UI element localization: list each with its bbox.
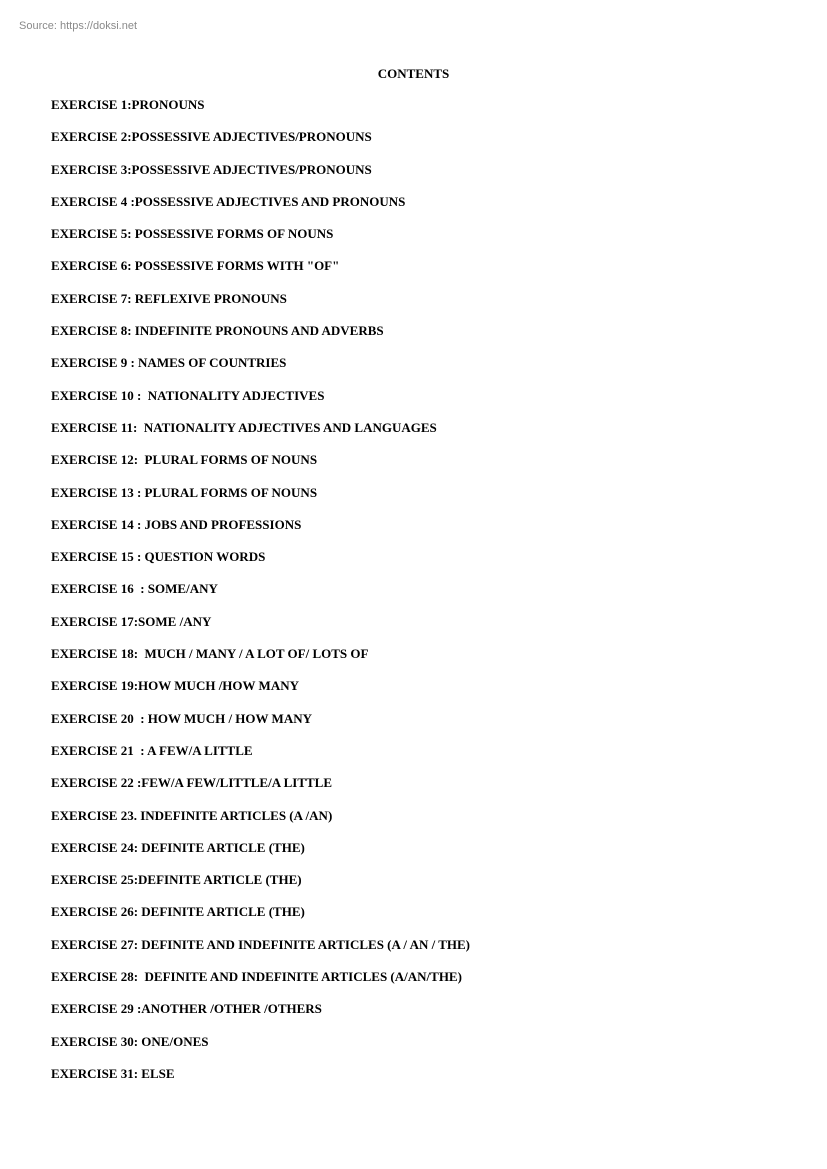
toc-entry[interactable]: EXERCISE 28: DEFINITE AND INDEFINITE ARTICLES (A/AN/THE) — [51, 969, 462, 985]
toc-entry[interactable]: EXERCISE 30: ONE/ONES — [51, 1033, 209, 1049]
toc-entry[interactable]: EXERCISE 11: NATIONALITY ADJECTIVES AND LANGUAGES — [51, 419, 437, 435]
toc-entry[interactable]: EXERCISE 15 : QUESTION WORDS — [51, 549, 266, 565]
toc-entry[interactable]: EXERCISE 12: PLURAL FORMS OF NOUNS — [51, 452, 318, 468]
toc-entry[interactable]: EXERCISE 13 : PLURAL FORMS OF NOUNS — [51, 484, 318, 500]
toc-entry[interactable]: EXERCISE 6: POSSESSIVE FORMS WITH "OF" — [51, 258, 340, 274]
toc-entry[interactable]: EXERCISE 22 :FEW/A FEW/LITTLE/A LITTLE — [51, 775, 333, 791]
toc-entry[interactable]: EXERCISE 20 : HOW MUCH / HOW MANY — [51, 710, 312, 726]
toc-entry[interactable]: EXERCISE 8: INDEFINITE PRONOUNS AND ADVERBS — [51, 323, 384, 339]
toc-entry[interactable]: EXERCISE 23. INDEFINITE ARTICLES (A /AN) — [51, 807, 333, 823]
toc-entry[interactable]: EXERCISE 21 : A FEW/A LITTLE — [51, 742, 253, 758]
toc-entry[interactable]: EXERCISE 10 : NATIONALITY ADJECTIVES — [51, 387, 325, 403]
toc-entry[interactable]: EXERCISE 31: ELSE — [51, 1065, 175, 1081]
toc-entry[interactable]: EXERCISE 18: MUCH / MANY / A LOT OF/ LOTS OF — [51, 646, 369, 662]
toc-entry[interactable]: EXERCISE 4 :POSSESSIVE ADJECTIVES AND PRONOUNS — [51, 193, 406, 209]
toc-entry[interactable]: EXERCISE 7: REFLEXIVE PRONOUNS — [51, 290, 287, 306]
source-link[interactable]: Source: https://doksi.net — [19, 20, 138, 32]
toc-entry[interactable]: EXERCISE 29 :ANOTHER /OTHER /OTHERS — [51, 1001, 322, 1017]
toc-entry[interactable]: EXERCISE 1:PRONOUNS — [51, 97, 205, 112]
toc-entry[interactable]: EXERCISE 19:HOW MUCH /HOW MANY — [51, 678, 299, 694]
toc-entry[interactable]: EXERCISE 9 : NAMES OF COUNTRIES — [51, 355, 287, 371]
table-of-contents — [51, 97, 470, 1098]
page-title: CONTENTS — [377, 66, 450, 81]
toc-entry[interactable]: EXERCISE 24: DEFINITE ARTICLE (THE) — [51, 839, 305, 855]
toc-entry[interactable]: EXERCISE 25:DEFINITE ARTICLE (THE) — [51, 872, 302, 888]
toc-entry[interactable]: EXERCISE 16 : SOME/ANY — [51, 581, 218, 597]
toc-entry[interactable]: EXERCISE 3:POSSESSIVE ADJECTIVES/PRONOUNS — [51, 161, 372, 177]
toc-entry[interactable]: EXERCISE 2:POSSESSIVE ADJECTIVES/PRONOUNS — [51, 129, 372, 145]
toc-entry[interactable]: EXERCISE 5: POSSESSIVE FORMS OF NOUNS — [51, 226, 334, 242]
toc-entry[interactable]: EXERCISE 27: DEFINITE AND INDEFINITE ARTICLES (A / AN / THE) — [51, 936, 471, 952]
toc-entry[interactable]: EXERCISE 26: DEFINITE ARTICLE (THE) — [51, 904, 305, 920]
toc-entry[interactable]: EXERCISE 17:SOME /ANY — [51, 613, 212, 629]
toc-entry[interactable]: EXERCISE 14 : JOBS AND PROFESSIONS — [51, 516, 302, 532]
